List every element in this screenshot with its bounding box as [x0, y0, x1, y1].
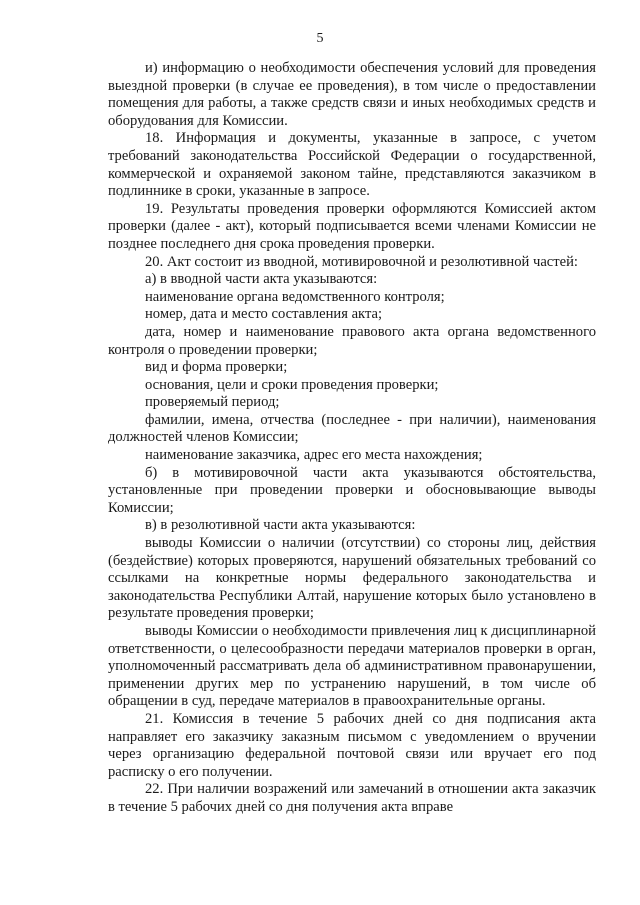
list-item: выводы Комиссии о необходимости привлечения лиц к дисциплинарной ответственности, о целесообразности передачи материалов проверки в орган, уполномоченный рассматривать дела об административном правонарушении, применении других мер по устранению нарушений, в том числе об обращении в суд, передаче материалов в правоохранительные органы. [108, 623, 596, 710]
paragraph-20v: в) в резолютивной части акта указываются: [145, 517, 416, 534]
paragraph-22: 22. При наличии возражений или замечаний в отношении акта заказчик в течение 5 рабочих дней со дня получения акта вправе [108, 781, 596, 815]
paragraph-20b: б) в мотивировочной части акта указываются обстоятельства, установленные при проведении проверки и обосновывающие выводы Комиссии; [108, 464, 596, 516]
list-item: проверяемый период; [145, 394, 280, 411]
list-item: дата, номер и наименование правового акта органа ведомственного контроля о проведении проверки; [108, 323, 596, 358]
list-item: номер, дата и место составления акта; [145, 306, 383, 323]
list-item: основания, цели и сроки проведения проверки; [145, 376, 439, 393]
list-item: выводы Комиссии о наличии (отсутствии) со стороны лиц, действия (бездействие) которых проверяются, нарушений обязательных требований со ссылками на конкретные нормы федерального законодательства и законодательства Республики Алтай, нарушение которых было установлено в результате проведения проверки; [108, 535, 596, 622]
list-item: вид и форма проверки; [145, 359, 288, 376]
paragraph-18: 18. Информация и документы, указанные в запросе, с учетом требований законодательства Российской Федерации о государственной, коммерческой и охраняемой законом тайне, представляются заказчиком в подлиннике в сроки, указанные в запросе. [108, 130, 596, 200]
list-item: фамилии, имена, отчества (последнее - при наличии), наименования должностей членов Комиссии; [108, 411, 596, 446]
list-item: наименование заказчика, адрес его места нахождения; [145, 447, 483, 464]
page-number: 5 [316, 31, 324, 46]
paragraph-20: 20. Акт состоит из вводной, мотивировочной и резолютивной частей: [145, 253, 578, 270]
paragraph-item-i: и) информацию о необходимости обеспечения условий для проведения выездной проверки (в случае ее проведения), в том числе о предоставлении помещения для работы, а также средств связи и иных необходимых средств и оборудования для Комиссии. [108, 60, 596, 129]
document-body [108, 60, 596, 817]
paragraph-20a: а) в вводной части акта указываются: [145, 271, 378, 288]
paragraph-21: 21. Комиссия в течение 5 рабочих дней со дня подписания акта направляет его заказчику заказным письмом с уведомлением о вручении через организацию федеральной почтовой связи или вручает его под расписку о его получении. [108, 710, 596, 780]
paragraph-19: 19. Результаты проведения проверки оформляются Комиссией актом проверки (далее - акт), который подписывается всеми членами Комиссии не позднее последнего дня срока проведения проверки. [108, 200, 596, 252]
list-item: наименование органа ведомственного контроля; [145, 288, 445, 305]
